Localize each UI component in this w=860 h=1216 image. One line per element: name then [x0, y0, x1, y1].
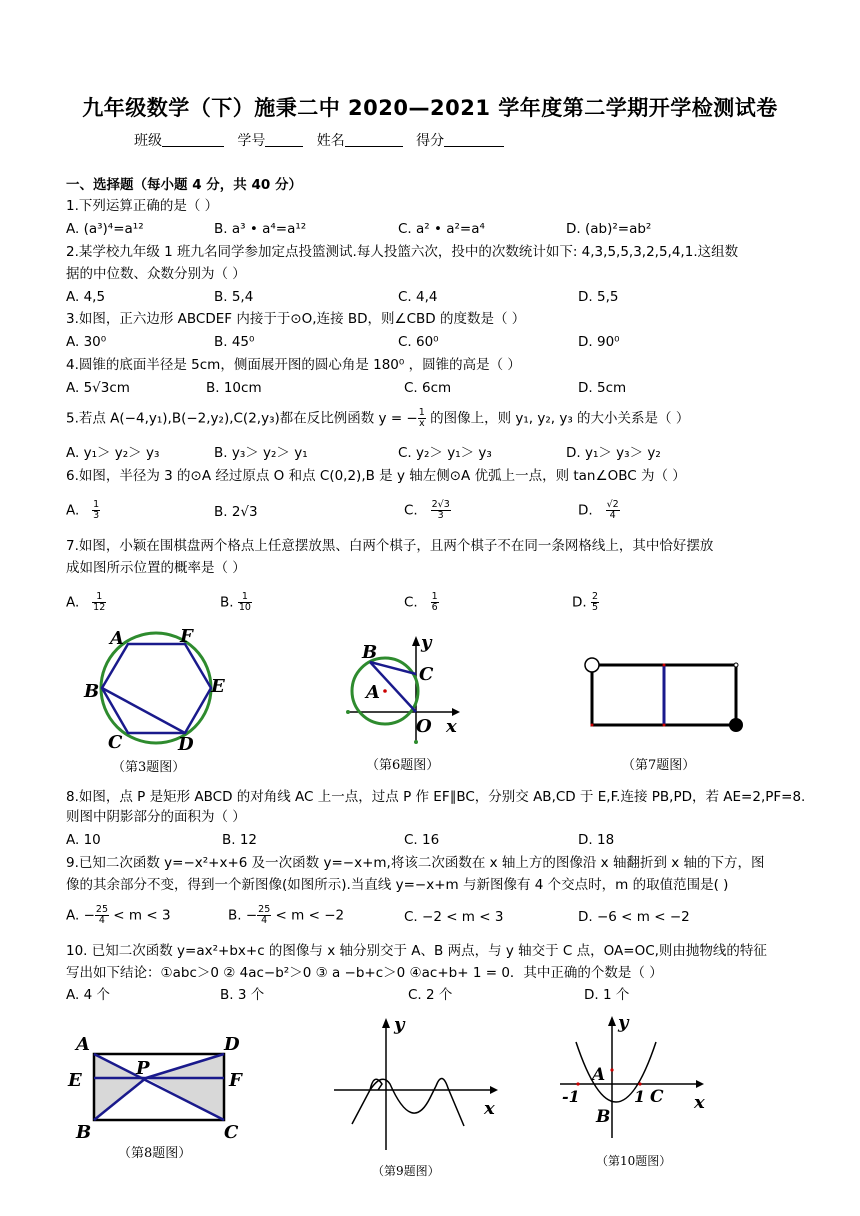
- q9-option-c[interactable]: C. −2 < m < 3: [404, 909, 504, 925]
- q6-stem: 6.如图，半径为 3 的⊙A 经过原点 O 和点 C(0,2),B 是 y 轴左侧⊙A 优弧上一点，则 tan∠OBC 为（ ）: [66, 468, 686, 484]
- fig6-x-dot: [346, 710, 350, 714]
- q9-b-den: 4: [261, 915, 268, 926]
- q1-option-d[interactable]: D. (ab)²=ab²: [566, 221, 652, 237]
- q6-a-num: 1: [93, 499, 100, 510]
- q7-a-den: 12: [93, 602, 106, 613]
- q3-option-d[interactable]: D. 90⁰: [578, 334, 620, 350]
- q9-a-num: 25: [95, 904, 108, 915]
- q6-c-den: 3: [437, 510, 444, 521]
- student-info: [134, 130, 504, 150]
- q7-d-den: 5: [591, 602, 599, 613]
- q7-d-num: 2: [591, 591, 599, 602]
- fig3-caption: （第3题图）: [112, 760, 186, 775]
- q7-option-c[interactable]: [404, 592, 439, 613]
- q2-option-c[interactable]: C. 4,4: [398, 289, 438, 305]
- fig6-x-arrow: [452, 708, 460, 716]
- q4-option-d[interactable]: D. 5cm: [578, 380, 627, 396]
- fig7-grid-point-bm: [663, 724, 666, 727]
- q5-option-b[interactable]: B. y₃＞ y₂＞ y₁: [214, 445, 308, 461]
- fig7-grid-point-bl: [591, 724, 594, 727]
- q2-option-d[interactable]: D. 5,5: [578, 289, 619, 305]
- fig8-label-p: P: [136, 1058, 150, 1079]
- fig6-label-x: x: [446, 716, 457, 737]
- q9-option-b[interactable]: [228, 905, 344, 926]
- q8-option-a[interactable]: A. 10: [66, 832, 101, 848]
- q9-a-den: 4: [98, 915, 105, 926]
- figure-8-rectangle: [66, 1030, 256, 1145]
- q1-option-c[interactable]: C. a² • a²=a⁴: [398, 221, 485, 237]
- q5-option-c[interactable]: C. y₂＞ y₁＞ y₃: [398, 445, 492, 461]
- q2-option-b[interactable]: B. 5,4: [214, 289, 254, 305]
- score-label: 得分: [416, 133, 445, 149]
- fig9-y-arrow: [382, 1018, 390, 1028]
- q6-d-den: 4: [609, 510, 616, 521]
- fig8-label-e: E: [68, 1070, 82, 1091]
- q9-stem-2: 像的其余部分不变，得到一个新图像(如图所示).当直线 y=−x+m 与新图像有 4 个交点时，m 的取值范围是( ): [66, 877, 729, 893]
- q3-stem: 3.如图，正六边形 ABCDEF 内接于于⊙O,连接 BD，则∠CBD 的度数是（ ）: [66, 311, 526, 327]
- fig9-folded-curve: [370, 1078, 464, 1126]
- fig8-label-c: C: [224, 1122, 239, 1143]
- fig9-label-x: x: [484, 1098, 495, 1119]
- fig7-grid-point-tm: [663, 664, 666, 667]
- q6-option-a[interactable]: [66, 500, 100, 521]
- id-blank[interactable]: [265, 132, 303, 147]
- q1-stem: 1.下列运算正确的是（ ）: [66, 198, 219, 214]
- fig6-label-c: C: [419, 664, 434, 685]
- fig3-label-a: A: [110, 628, 124, 649]
- fig3-circle: [101, 633, 211, 743]
- q2-stem-2: 据的中位数、众数分别为（ ）: [66, 266, 246, 282]
- q10-option-c[interactable]: C. 2 个: [408, 987, 453, 1003]
- id-label: 学号: [237, 133, 266, 149]
- q7-stem-2: 成如图所示位置的概率是（ ）: [66, 560, 246, 576]
- q7-b-num: 1: [238, 592, 252, 603]
- q7-b-label: B.: [220, 594, 234, 611]
- q6-option-b[interactable]: B. 2√3: [214, 504, 258, 520]
- q7-c-num: 1: [431, 591, 438, 602]
- section-heading: 一、选择题（每小题 4 分，共 40 分）: [66, 177, 302, 193]
- q5-stem-post: 的图像上，则 y₁, y₂, y₃ 的大小关系是（ ）: [425, 410, 690, 427]
- q9-b-pre: B. −: [228, 907, 258, 924]
- fig9-left-arm: [352, 1079, 382, 1124]
- q4-option-c[interactable]: C. 6cm: [404, 380, 452, 396]
- fig6-label-o: O: [416, 716, 432, 737]
- fig8-label-f: F: [229, 1070, 242, 1091]
- q3-option-c[interactable]: C. 60⁰: [398, 334, 439, 350]
- q4-option-b[interactable]: B. 10cm: [206, 380, 262, 396]
- q5-fraction: [418, 408, 426, 429]
- q8-option-b[interactable]: B. 12: [222, 832, 258, 848]
- class-label: 班级: [134, 133, 162, 149]
- q8-option-c[interactable]: C. 16: [404, 832, 440, 848]
- q6-option-c[interactable]: [404, 500, 451, 521]
- q7-option-b[interactable]: [220, 592, 252, 613]
- q8-stem-2: 则图中阴影部分的面积为（ ）: [66, 809, 246, 825]
- fig9-caption: （第9题图）: [372, 1164, 440, 1178]
- fig6-y-arrow: [412, 636, 420, 646]
- q5-stem-pre: 5.若点 A(−4,y₁),B(−2,y₂),C(2,y₃)都在反比例函数 y = −: [66, 410, 418, 427]
- q10-option-d[interactable]: D. 1 个: [584, 987, 630, 1003]
- q6-option-d[interactable]: [578, 500, 620, 521]
- q5-frac-den: x: [418, 418, 425, 429]
- q1-option-a[interactable]: A. (a³)⁴=a¹²: [66, 221, 144, 237]
- fig3-label-f: F: [180, 626, 193, 647]
- q9-a-post: < m < 3: [109, 907, 171, 924]
- q7-option-a[interactable]: [66, 592, 106, 613]
- page-title: 九年级数学（下）施秉二中 2020—2021 学年度第二学期开学检测试卷: [82, 96, 778, 120]
- q6-d-label: D.: [578, 502, 593, 519]
- q4-option-a[interactable]: A. 5√3cm: [66, 380, 130, 396]
- fig7-caption: （第7题图）: [622, 758, 696, 773]
- q7-a-num: 1: [92, 592, 106, 603]
- q6-a-label: A.: [66, 502, 80, 519]
- fig10-label-a: A: [592, 1065, 606, 1085]
- score-blank[interactable]: [444, 132, 504, 147]
- fig3-hexagon: [102, 644, 211, 733]
- q9-a-pre: A. −: [66, 907, 95, 924]
- figure-3-hexagon: [80, 622, 240, 755]
- q2-stem-1: 2.某学校九年级 1 班九名同学参加定点投篮测试.每人投篮六次，投中的次数统计如下: 4,3,5,5,3,2,5,4,1.这组数: [66, 244, 739, 260]
- q9-option-a[interactable]: [66, 905, 171, 926]
- fig6-label-b: B: [362, 642, 378, 663]
- fig7-grid-point: [734, 663, 738, 667]
- figure-10-graph: [556, 1012, 726, 1147]
- q9-b-post: < m < −2: [271, 907, 345, 924]
- q5-option-a[interactable]: A. y₁＞ y₂＞ y₃: [66, 445, 160, 461]
- figure-6-circle: [340, 630, 480, 750]
- figure-9-graph: [330, 1014, 510, 1154]
- fig10-label-neg1: -1: [562, 1087, 580, 1106]
- fig3-label-e: E: [211, 676, 225, 697]
- q6-c-num: 2√3: [431, 499, 450, 510]
- fig10-label-y: y: [618, 1012, 629, 1033]
- q3-option-b[interactable]: B. 45⁰: [214, 334, 255, 350]
- fig6-center-dot: [383, 689, 387, 693]
- q2-option-a[interactable]: A. 4,5: [66, 289, 106, 305]
- q10-stem-2: 写出如下结论：①abc＞0 ② 4ac−b²＞0 ③ a −b+c＞0 ④ac+b+ 1 = 0．其中正确的个数是（ ）: [66, 965, 663, 981]
- q8-option-d[interactable]: D. 18: [578, 832, 615, 848]
- figure-7-board: [582, 655, 752, 735]
- fig10-point-neg1: [576, 1082, 579, 1085]
- q4-stem: 4.圆锥的底面半径是 5cm，侧面展开图的圆心角是 180⁰ ，圆锥的高是（ ）: [66, 357, 521, 373]
- q6-a-den: 3: [93, 510, 100, 521]
- fig10-label-c: C: [650, 1087, 664, 1107]
- q5-option-d[interactable]: D. y₁＞ y₃＞ y₂: [566, 445, 661, 461]
- fig8-label-d: D: [224, 1034, 240, 1055]
- q7-option-d[interactable]: [572, 592, 599, 613]
- fig10-label-x: x: [694, 1092, 705, 1113]
- q5-stem: [66, 408, 689, 429]
- q7-d-label: D.: [572, 594, 587, 611]
- fig3-label-d: D: [178, 734, 194, 755]
- fig7-white-stone: [585, 658, 599, 672]
- q10-stem-1: 10. 已知二次函数 y=ax²+bx+c 的图像与 x 轴分别交于 A、B 两点，与 y 轴交于 C 点，OA=OC,则由抛物线的特征: [66, 943, 767, 959]
- fig10-point-1: [638, 1082, 641, 1085]
- q7-a-label: A.: [66, 594, 80, 611]
- q6-c-label: C.: [404, 502, 418, 519]
- fig10-x-arrow: [696, 1080, 704, 1088]
- q10-option-b[interactable]: B. 3 个: [220, 987, 265, 1003]
- fig6-caption: （第6题图）: [366, 758, 440, 773]
- class-blank[interactable]: [162, 132, 224, 147]
- q9-stem-1: 9.已知二次函数 y=−x²+x+6 及一次函数 y=−x+m,将该二次函数在 x 轴上方的图像沿 x 轴翻折到 x 轴的下方，图: [66, 855, 765, 871]
- q1-option-b[interactable]: B. a³ • a⁴=a¹²: [214, 221, 307, 237]
- fig10-label-1: 1: [634, 1087, 646, 1106]
- fig6-label-y: y: [421, 632, 432, 653]
- q9-option-d[interactable]: D. −6 < m < −2: [578, 909, 690, 925]
- q8-stem-1: 8.如图，点 P 是矩形 ABCD 的对角线 AC 上一点，过点 P 作 EF∥BC，分别交 AB,CD 于 E,F.连接 PB,PD，若 AE=2,PF=8.: [66, 789, 806, 805]
- fig9-label-y: y: [394, 1014, 405, 1035]
- fig8-label-a: A: [76, 1034, 90, 1055]
- q9-b-num: 25: [258, 904, 271, 915]
- name-blank[interactable]: [345, 132, 403, 147]
- q7-b-den: 10: [238, 602, 251, 613]
- q5-frac-num: 1: [418, 407, 425, 418]
- fig6-label-a: A: [366, 682, 380, 703]
- fig3-label-c: C: [108, 732, 123, 753]
- fig7-black-stone: [729, 718, 743, 732]
- q3-option-a[interactable]: A. 30⁰: [66, 334, 107, 350]
- fig8-caption: （第8题图）: [118, 1146, 192, 1161]
- fig10-caption: （第10题图）: [596, 1154, 672, 1168]
- q7-stem-1: 7.如图，小颖在围棋盘两个格点上任意摆放黑、白两个棋子，且两个棋子不在同一条网格线上，其中恰好摆放: [66, 538, 714, 554]
- fig9-x-arrow: [490, 1086, 498, 1094]
- fig10-point-a: [610, 1068, 613, 1071]
- name-label: 姓名: [316, 133, 345, 149]
- fig10-label-b: B: [596, 1107, 611, 1127]
- q7-c-label: C.: [404, 594, 418, 611]
- fig8-label-b: B: [76, 1122, 92, 1143]
- q7-c-den: 6: [431, 602, 438, 613]
- q10-option-a[interactable]: A. 4 个: [66, 987, 110, 1003]
- fig6-y-dot: [414, 740, 418, 744]
- q6-d-num: √2: [606, 499, 619, 510]
- fig3-label-b: B: [84, 681, 100, 702]
- fig10-y-arrow: [608, 1016, 616, 1026]
